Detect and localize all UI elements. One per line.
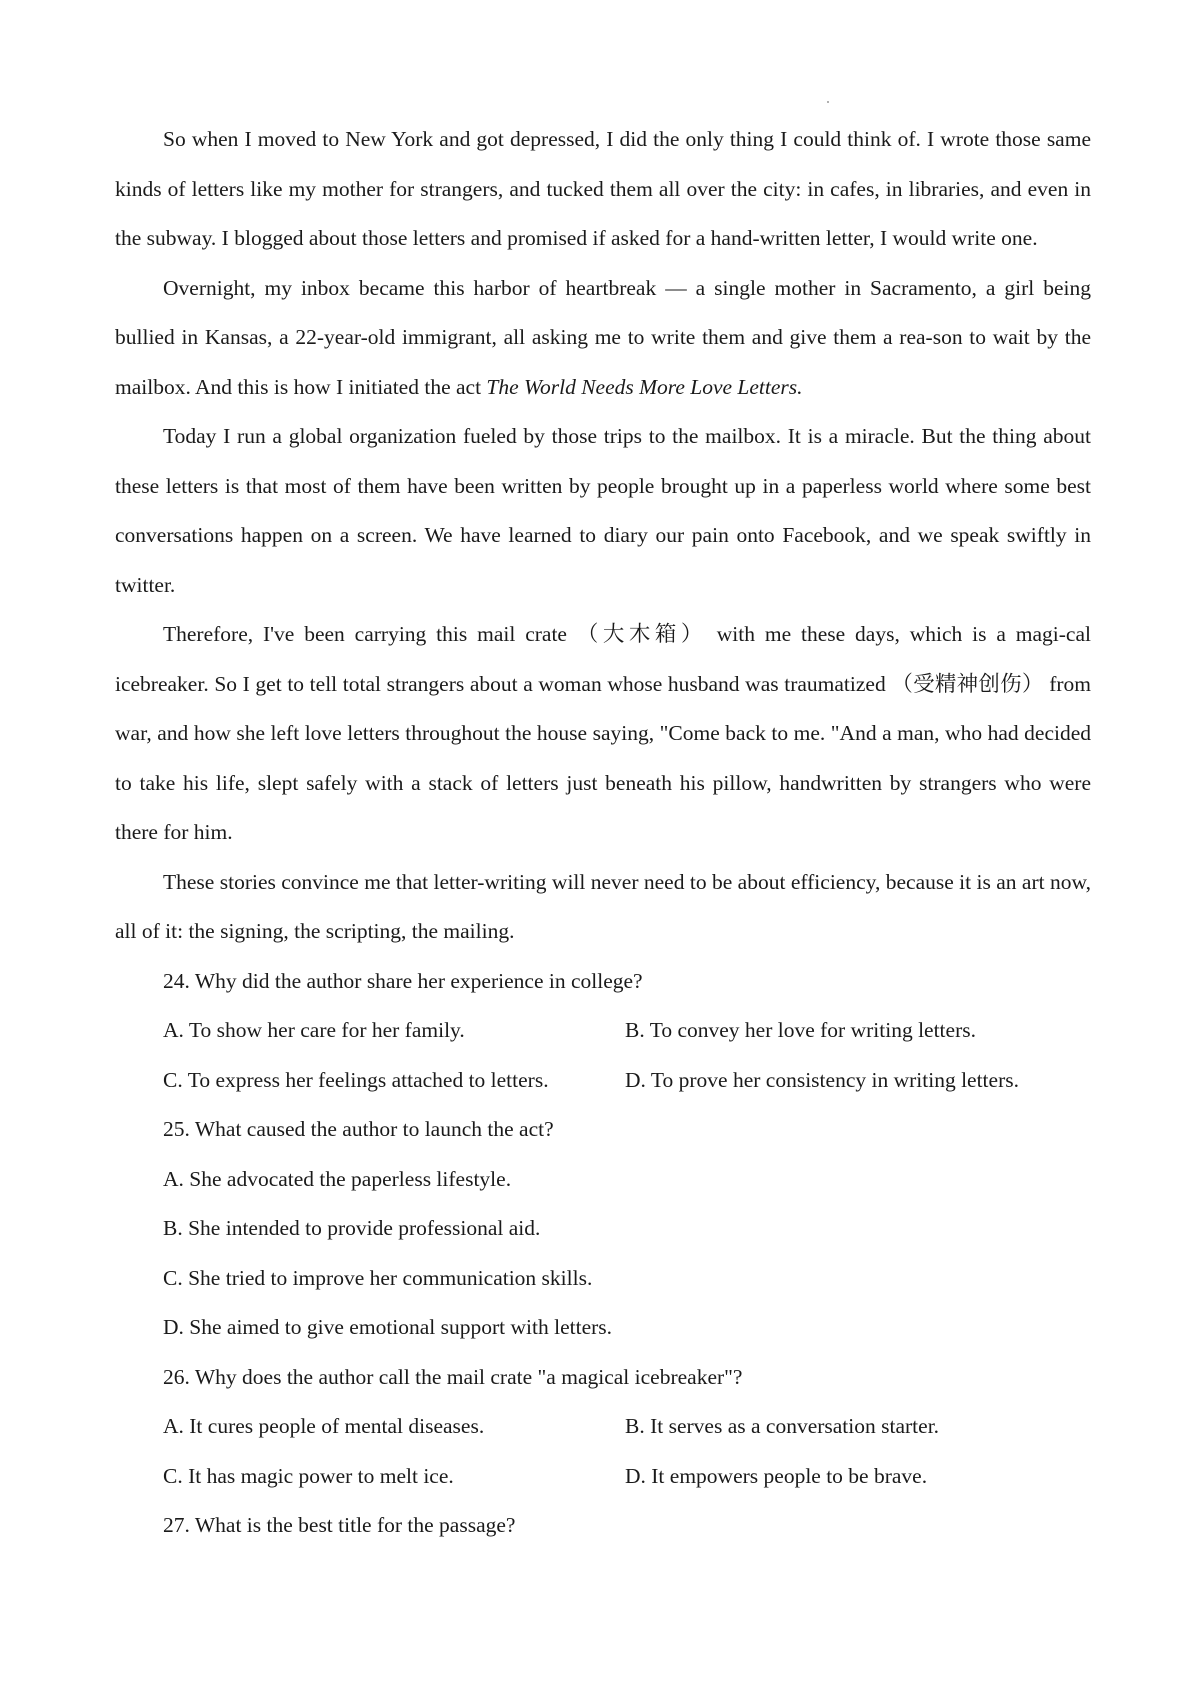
question-26-option-c: C. It has magic power to melt ice. bbox=[163, 1463, 454, 1488]
question-26-options-row-2 bbox=[115, 1452, 1091, 1502]
question-24-stem: 24. Why did the author share her experience in college? bbox=[163, 968, 643, 993]
scan-speck bbox=[827, 101, 829, 103]
question-26-stem: 26. Why does the author call the mail crate "a magical icebreaker"? bbox=[163, 1364, 743, 1389]
question-24-option-b: B. To convey her love for writing letters. bbox=[625, 1018, 976, 1042]
passage-paragraph-5: These stories convince me that letter-writing will never need to be about efficiency, because it is an art now, all of it: the signing, the scripting, the mailing. bbox=[115, 869, 1091, 943]
question-24-options-row-1 bbox=[115, 1006, 1091, 1056]
question-24-option-c: C. To express her feelings attached to letters. bbox=[163, 1067, 549, 1092]
act-title: The World Needs More Love Letters. bbox=[486, 374, 803, 399]
question-24-options-row-2 bbox=[115, 1056, 1091, 1106]
question-25-option-d: D. She aimed to give emotional support with letters. bbox=[163, 1315, 613, 1339]
passage-paragraph-3: Today I run a global organization fueled by those trips to the mailbox. It is a miracle. But the thing about these letters is that most of them have been written by people brought up in a paperless world where some best conversations happen on a screen. We have learned to diary our pain onto Facebook, and we speak swiftly in twitter. bbox=[115, 424, 1091, 597]
question-25-option-a: A. She advocated the paperless lifestyle. bbox=[163, 1166, 512, 1191]
question-24-option-a: A. To show her care for her family. bbox=[163, 1018, 465, 1042]
question-26-option-a: A. It cures people of mental diseases. bbox=[163, 1414, 485, 1438]
passage-paragraph-4: Therefore, I've been carrying this mail crate （大木箱） with me these days, which is a magi-cal icebreaker. So I get to tell total strangers about a woman whose husband was traumatized （受精神创伤） from war, and how she left love letters throughout the house saying, "Come back to me. "And a man, who had decided to take his life, slept safely with a stack of letters just beneath his pillow, handwritten by strangers who were there for him. bbox=[115, 622, 1091, 844]
exam-page bbox=[115, 115, 1091, 1551]
passage-paragraph-2 bbox=[115, 264, 1091, 413]
question-26-options-row-1 bbox=[115, 1402, 1091, 1452]
passage-paragraph-1: So when I moved to New York and got depressed, I did the only thing I could think of. I wrote those same kinds of letters like my mother for strangers, and tucked them all over the city: in cafes, in libraries, and even in the subway. I blogged about those letters and promised if asked for a hand-written letter, I would write one. bbox=[115, 127, 1091, 250]
question-26-option-b: B. It serves as a conversation starter. bbox=[625, 1414, 940, 1438]
question-25-option-b: B. She intended to provide professional aid. bbox=[163, 1216, 541, 1240]
question-27-stem: 27. What is the best title for the passage? bbox=[163, 1513, 516, 1537]
question-25-stem: 25. What caused the author to launch the act? bbox=[163, 1117, 554, 1141]
passage-paragraph-2-text: Overnight, my inbox became this harbor of heartbreak — a single mother in Sacramento, a girl being bullied in Kansas, a 22-year-old immigrant, all asking me to write them and give them a rea-son to wait by the mailbox. And this is how I initiated the act bbox=[115, 275, 1091, 399]
question-26-option-d: D. It empowers people to be brave. bbox=[625, 1463, 928, 1488]
question-24-option-d: D. To prove her consistency in writing letters. bbox=[625, 1067, 1019, 1092]
question-25-option-c: C. She tried to improve her communication skills. bbox=[163, 1265, 593, 1290]
